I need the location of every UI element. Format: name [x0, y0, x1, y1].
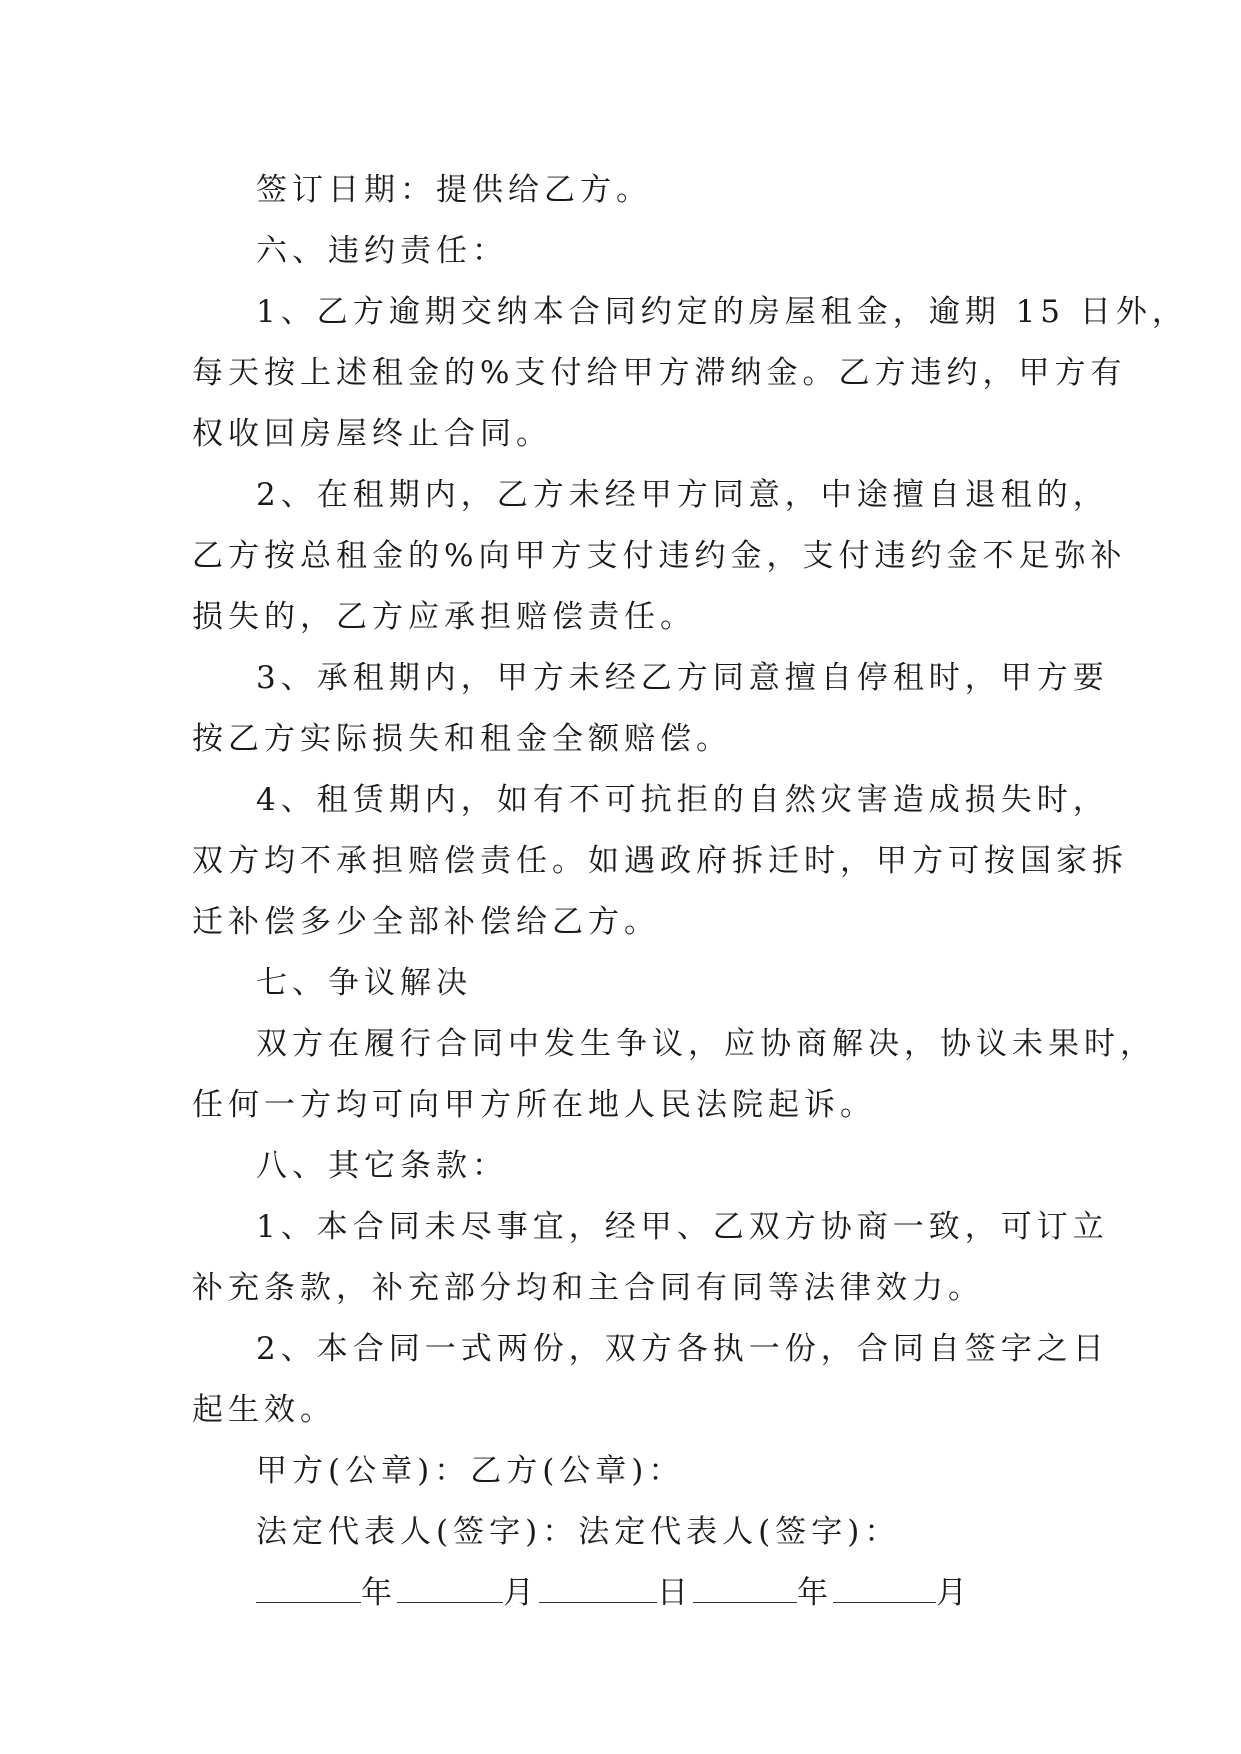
month-label: 月: [503, 1575, 539, 1611]
clause-line: 损失的，乙方应承担赔偿责任。: [192, 599, 696, 635]
signing-date-line: 签订日期：提供给乙方。: [256, 172, 652, 208]
contract-page: [192, 160, 1188, 1624]
clause-line: 补充条款，补充部分均和主合同有同等法律效力。: [192, 1270, 984, 1306]
clause-line: 3、承租期内，甲方未经乙方同意擅自停租时，甲方要: [256, 660, 1109, 696]
clause-line: 1、本合同未尽事宜，经甲、乙双方协商一致，可订立: [256, 1209, 1109, 1245]
clause-line: 按乙方实际损失和租金全额赔偿。: [192, 721, 732, 757]
blank-underline: [397, 1582, 503, 1603]
clause-line: 4、租赁期内，如有不可抗拒的自然灾害造成损失时，: [256, 782, 1109, 818]
clause-line: 2、本合同一式两份，双方各执一份，合同自签字之日: [256, 1331, 1109, 1367]
clause-line: 任何一方均可向甲方所在地人民法院起诉。: [192, 1087, 876, 1123]
section-heading-other: 八、其它条款：: [256, 1148, 508, 1184]
clause-line: 起生效。: [192, 1392, 336, 1428]
clause-line: 乙方按总租金的%向甲方支付违约金，支付违约金不足弥补: [192, 538, 1127, 574]
day-label: 日: [657, 1575, 693, 1611]
clause-line: 双方均不承担赔偿责任。如遇政府拆迁时，甲方可按国家拆: [192, 843, 1128, 879]
representative-signature-line: 法定代表人(签字)：法定代表人(签字)：: [256, 1514, 901, 1550]
clause-line: 双方在履行合同中发生争议，应协商解决，协议未果时，: [256, 1026, 1156, 1062]
clause-line: 迁补偿多少全部补偿给乙方。: [192, 904, 660, 940]
clause-line: 2、在租期内，乙方未经甲方同意，中途擅自退租的，: [256, 477, 1109, 513]
date-blanks-line: [192, 1563, 1052, 1624]
blank-underline: [693, 1582, 797, 1603]
blank-underline: [539, 1582, 657, 1603]
blank-underline: [833, 1582, 936, 1603]
month-label: 月: [936, 1575, 972, 1611]
clause-line: 1、乙方逾期交纳本合同约定的房屋租金，逾期 15 日外，: [256, 294, 1188, 330]
party-seal-line: 甲方(公章)：乙方(公章)：: [256, 1453, 685, 1489]
blank-underline: [256, 1582, 361, 1603]
section-heading-dispute: 七、争议解决: [256, 965, 472, 1001]
year-label: 年: [361, 1575, 397, 1611]
clause-line: 每天按上述租金的%支付给甲方滞纳金。乙方违约，甲方有: [192, 355, 1127, 391]
clause-line: 权收回房屋终止合同。: [192, 416, 552, 452]
year-label: 年: [797, 1575, 833, 1611]
section-heading-breach: 六、违约责任：: [256, 233, 508, 269]
